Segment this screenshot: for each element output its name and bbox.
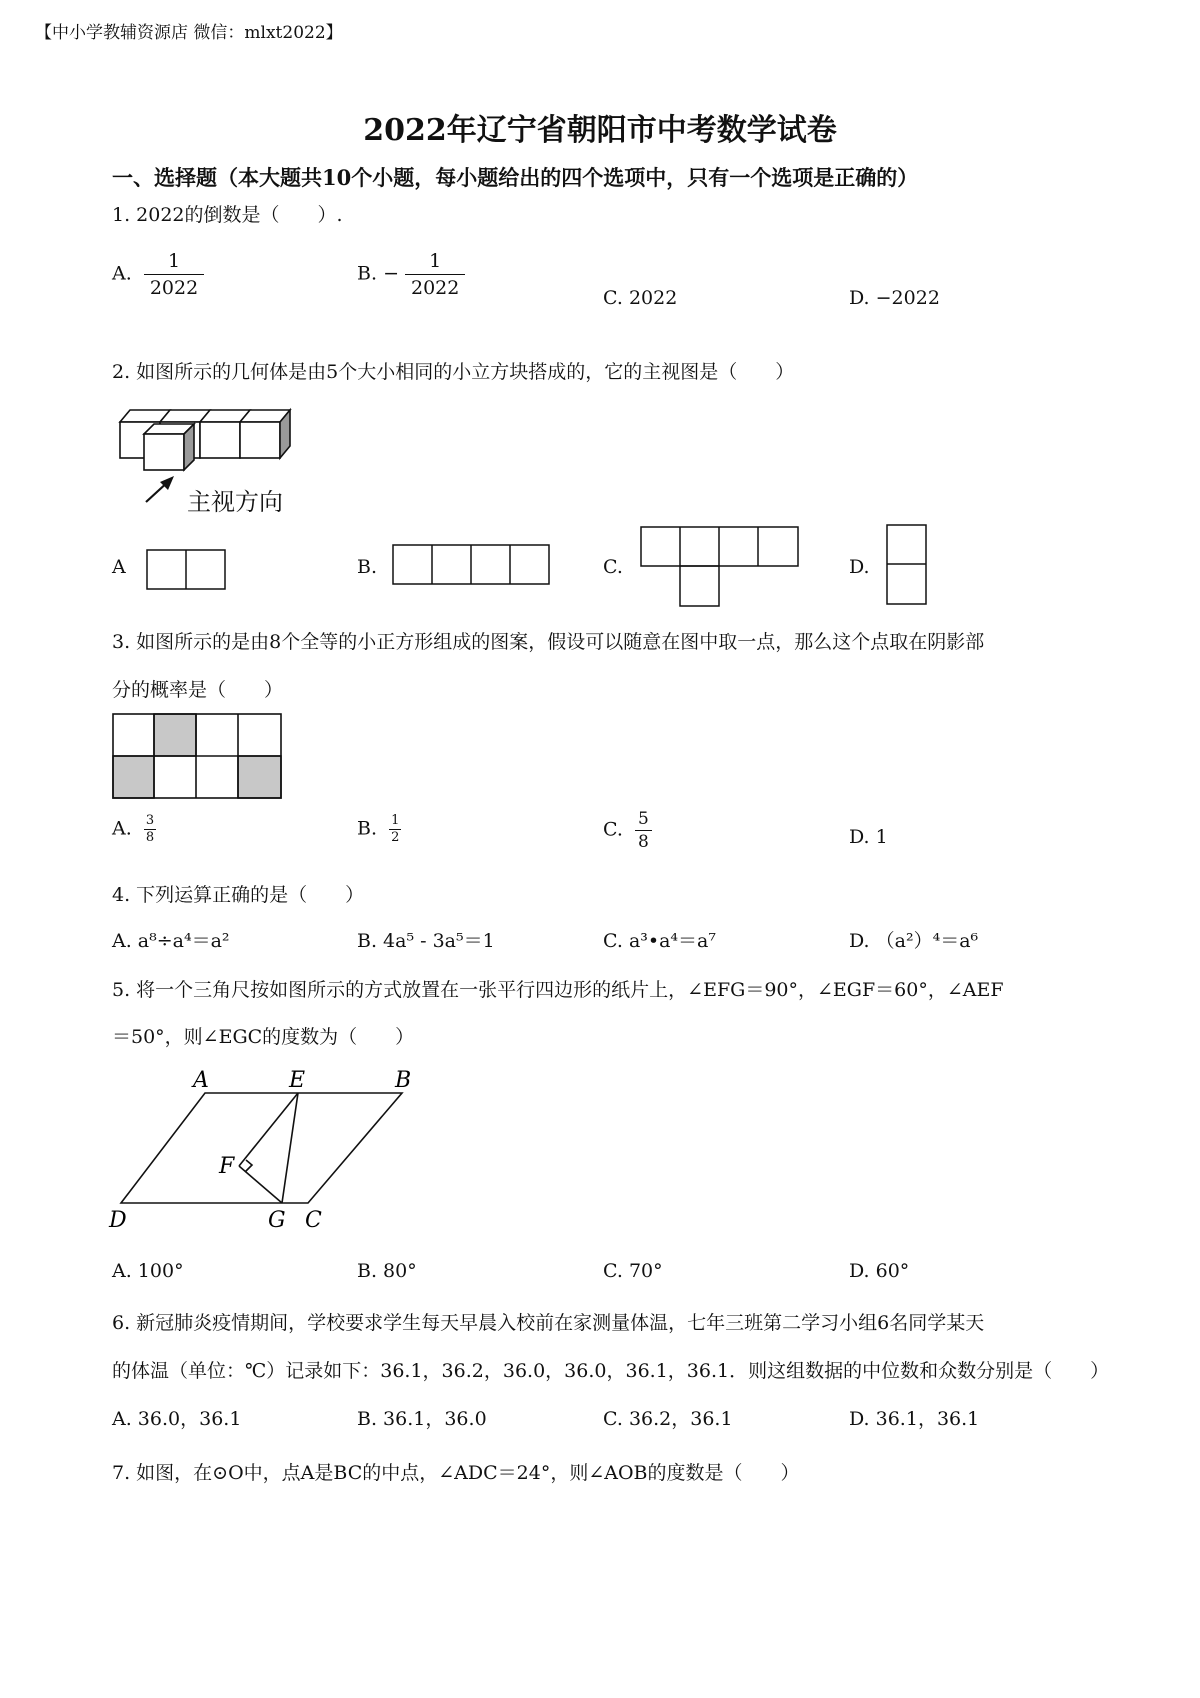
q3-grid-figure bbox=[111, 712, 283, 800]
q5-label-e: E bbox=[289, 1068, 306, 1093]
q5-stem-line2: ＝50°，则∠EGC的度数为（ ） bbox=[112, 1026, 415, 1048]
q2-option-d-label: D. bbox=[849, 556, 870, 578]
q2-option-b-label: B. bbox=[357, 556, 378, 578]
q1-a-fraction bbox=[144, 248, 204, 301]
q3-c-label: C. bbox=[603, 818, 623, 841]
q2-figure-caption: 主视方向 bbox=[187, 488, 283, 516]
q3-a-fraction bbox=[144, 813, 156, 846]
q4-stem: 4. 下列运算正确的是（ ） bbox=[112, 884, 365, 906]
q7-stem: 7. 如图，在⊙O中，点A是BC的中点，∠ADC＝24°，则∠AOB的度数是（ ） bbox=[112, 1462, 800, 1484]
q4-option-c: C. a³•a⁴＝a⁷ bbox=[603, 930, 716, 952]
q5-option-c: C. 70° bbox=[603, 1260, 663, 1282]
q6-option-d: D. 36.1，36.1 bbox=[849, 1408, 980, 1430]
q1-b-fraction bbox=[405, 248, 465, 301]
q3-option-d: D. 1 bbox=[849, 826, 888, 848]
q3-a-numerator: 3 bbox=[145, 813, 155, 828]
q2-option-c-figure bbox=[640, 526, 800, 608]
q5-label-f: F bbox=[219, 1154, 235, 1179]
q5-parallelogram-figure bbox=[105, 1065, 425, 1235]
q1-a-label: A. bbox=[112, 262, 132, 285]
q5-option-d: D. 60° bbox=[849, 1260, 910, 1282]
q3-c-fraction bbox=[635, 808, 652, 853]
q5-label-c: C bbox=[305, 1208, 322, 1233]
q3-a-label: A. bbox=[112, 817, 132, 840]
q3-b-denominator: 2 bbox=[391, 830, 400, 845]
q5-stem-line1: 5. 将一个三角尺按如图所示的方式放置在一张平行四边形的纸片上，∠EFG＝90°，∠EGF＝60°，∠AEF bbox=[112, 979, 1004, 1001]
q1-option-d: D. −2022 bbox=[849, 287, 940, 309]
q3-b-numerator: 1 bbox=[391, 813, 400, 828]
q3-option-a bbox=[112, 813, 156, 846]
q3-b-fraction bbox=[389, 813, 401, 846]
q5-label-b: B bbox=[395, 1068, 412, 1093]
q3-c-denominator: 8 bbox=[637, 832, 649, 852]
q3-stem-line1: 3. 如图所示的是由8个全等的小正方形组成的图案，假设可以随意在图中取一点，那么这个点取在阴影部 bbox=[112, 631, 985, 653]
q3-b-label: B. bbox=[357, 817, 378, 840]
page-title: 2022年辽宁省朝阳市中考数学试卷 bbox=[363, 113, 837, 148]
q1-b-label: B. bbox=[357, 262, 378, 285]
q2-stem: 2. 如图所示的几何体是由5个大小相同的小立方块搭成的，它的主视图是（ ） bbox=[112, 361, 795, 383]
q6-stem-line1: 6. 新冠肺炎疫情期间，学校要求学生每天早晨入校前在家测量体温，七年三班第二学习小组6名同学某天 bbox=[112, 1312, 985, 1334]
q4-option-d: D. （a²）⁴＝a⁶ bbox=[849, 930, 979, 952]
q1-stem: 1. 2022的倒数是（ ）. bbox=[112, 204, 343, 226]
q5-label-a: A bbox=[193, 1068, 209, 1093]
q3-option-b bbox=[357, 813, 401, 846]
q5-option-b: B. 80° bbox=[357, 1260, 417, 1282]
q3-stem-line2: 分的概率是（ ） bbox=[112, 679, 284, 701]
q4-option-a: A. a⁸÷a⁴＝a² bbox=[112, 930, 230, 952]
q1-b-numerator: 1 bbox=[405, 248, 465, 275]
q2-option-a-label: A bbox=[112, 556, 126, 578]
q2-option-b-figure bbox=[392, 544, 550, 586]
watermark-text: 【中小学教辅资源店 微信：mlxt2022】 bbox=[35, 23, 343, 43]
q1-option-b bbox=[357, 248, 465, 301]
section-heading: 一、选择题（本大题共10个小题，每小题给出的四个选项中，只有一个选项是正确的） bbox=[112, 165, 919, 190]
q1-option-a bbox=[112, 248, 204, 301]
q1-b-sign: − bbox=[383, 262, 399, 285]
q5-label-d: D bbox=[109, 1208, 127, 1233]
q1-b-denominator: 2022 bbox=[410, 277, 460, 299]
q3-a-denominator: 8 bbox=[145, 830, 155, 845]
q6-option-a: A. 36.0，36.1 bbox=[112, 1408, 242, 1430]
q6-option-b: B. 36.1，36.0 bbox=[357, 1408, 487, 1430]
q6-option-c: C. 36.2，36.1 bbox=[603, 1408, 733, 1430]
q2-option-a-figure bbox=[146, 549, 226, 591]
q1-option-c: C. 2022 bbox=[603, 287, 678, 309]
q5-option-a: A. 100° bbox=[112, 1260, 184, 1282]
q1-a-numerator: 1 bbox=[144, 248, 204, 275]
q3-option-c bbox=[603, 808, 652, 853]
q3-c-numerator: 5 bbox=[635, 808, 652, 831]
q4-option-b: B. 4a⁵ - 3a⁵＝1 bbox=[357, 930, 495, 952]
q5-label-g: G bbox=[268, 1208, 286, 1233]
q1-a-denominator: 2022 bbox=[149, 277, 199, 299]
q2-option-c-label: C. bbox=[603, 556, 623, 578]
q6-stem-line2: 的体温（单位：℃）记录如下：36.1，36.2，36.0，36.0，36.1，36.1．则这组数据的中位数和众数分别是（ ） bbox=[112, 1360, 1110, 1382]
q2-option-d-figure bbox=[886, 524, 928, 606]
